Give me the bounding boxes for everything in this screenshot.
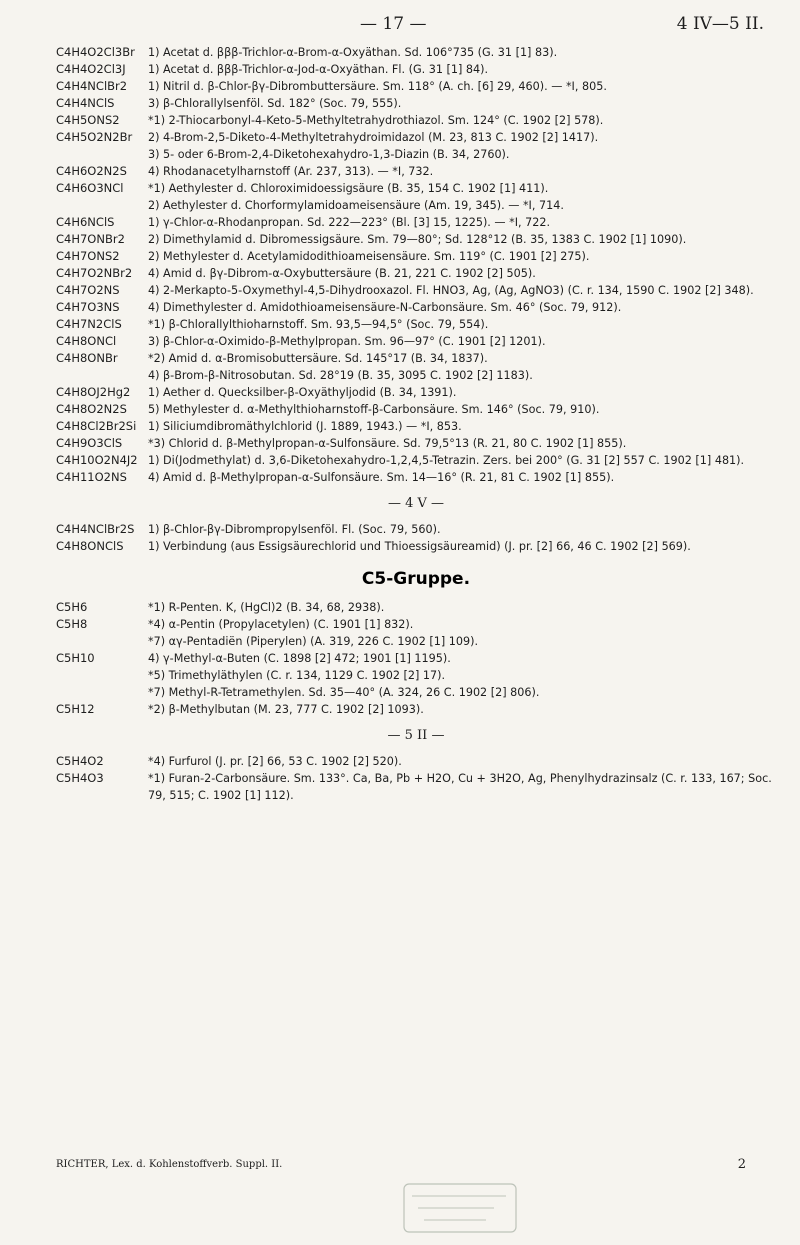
entry-row [56,616,776,650]
compound-description: *4) Furfurol (J. pr. [2] 66, 53 C. 1902 [2] 520). [148,755,402,768]
entry-row [56,418,776,435]
compound-description: 4) Amid d. β-Methylpropan-α-Sulfonsäure. Sm. 14—16° (R. 21, 81 C. 1902 [1] 855). [148,471,615,484]
entries-block-4iv [56,44,776,486]
formula: C4H8O2N2S [56,402,127,416]
formula: C4H6O2N2S [56,164,127,178]
compound-description: 4) Rhodanacetylharnstoff (Ar. 237, 313). — *I, 732. [148,165,434,178]
compound-description: 4) Dimethylester d. Amidothioameisensäure-N-Carbonsäure. Sm. 46° (Soc. 79, 912). [148,301,622,314]
compound-description: *1) 2-Thiocarbonyl-4-Keto-5-Methyltetrahydrothiazol. Sm. 124° (C. 1902 [2] 578). [148,114,604,127]
compound-description: 2) Dimethylamid d. Dibromessigsäure. Sm. 79—80°; Sd. 128°12 (B. 35, 1383 C. 1902 [1] 1090). [148,233,687,246]
compound-description: 1) Acetat d. βββ-Trichlor-α-Jod-α-Oxyäthan. Fl. (G. 31 [1] 84). [148,63,489,76]
entry-row [56,163,776,180]
entry-row [56,538,776,555]
compound-description: 3) β-Chlor-α-Oximido-β-Methylpropan. Sm. 96—97° (C. 1901 [2] 1201). [148,335,546,348]
formula: C4H7ONS2 [56,249,120,263]
formula: C4H6NClS [56,215,115,229]
footer-citation: RICHTER, Lex. d. Kohlenstoffverb. Suppl. II. [56,1159,283,1170]
entry-row [56,333,776,350]
page-number: — 17 — [360,14,427,34]
section-divider-4v: — 4 V — [387,496,445,511]
formula: C4H7O3NS [56,300,120,314]
formula: C4H9O3ClS [56,436,123,450]
compound-description: 4) γ-Methyl-α-Buten (C. 1898 [2] 472; 1901 [1] 1195). *5) Trimethyläthylen (C. r. 134, 1129 C. 1902 [2] 17). *7) Methyl-R-Tetramethylen. Sd. 35—40° (A. 324, 26 C. 1902 [2] 806). [148,652,540,699]
formula: C4H4NClBr2 [56,79,128,93]
entries-block-4v [56,521,776,555]
entry-row [56,129,776,163]
formula: C4H4NClBr2S [56,522,135,536]
formula: C4H6O3NCl [56,181,124,195]
formula: C4H10O2N4J2 [56,453,138,467]
entry-row [56,401,776,418]
compound-description: 5) Methylester d. α-Methylthioharnstoff-β-Carbonsäure. Sm. 146° (Soc. 79, 910). [148,403,600,416]
formula: C4H7N2ClS [56,317,122,331]
compound-description: 1) Aether d. Quecksilber-β-Oxyäthyljodid (B. 34, 1391). [148,386,457,399]
compound-description: 3) β-Chlorallylsenföl. Sd. 182° (Soc. 79, 555). [148,97,402,110]
compound-description: 2) 4-Brom-2,5-Diketo-4-Methyltetrahydroimidazol (M. 23, 813 C. 1902 [2] 1417). 3) 5- oder 6-Brom-2,4-Diketohexahydro-1,3-Diazin (B. 34, 2760). [148,131,599,161]
formula: C5H6 [56,600,88,614]
group-title: C5-Gruppe. [361,569,471,589]
formula: C4H8ONBr [56,351,118,365]
formula: C5H12 [56,702,95,716]
entries-container [56,44,776,804]
entry-row [56,282,776,299]
formula: C5H8 [56,617,88,631]
compound-description: 1) Nitril d. β-Chlor-βγ-Dibrombuttersäure. Sm. 118° (A. ch. [6] 29, 460). — *I, 805. [148,80,607,93]
formula: C4H7O2NS [56,283,120,297]
section-divider-5ii: — 5 II — [387,728,445,743]
entry-row [56,180,776,214]
formula: C5H4O2 [56,754,104,768]
entry-row [56,599,776,616]
entry-row [56,299,776,316]
formula: C4H4NClS [56,96,115,110]
formula: C4H8ONCl [56,334,117,348]
entries-block-5i [56,599,776,718]
formula: C4H7O2NBr2 [56,266,133,280]
formula: C4H4O2Cl3J [56,62,126,76]
entry-row [56,44,776,61]
entry-row [56,61,776,78]
entry-row [56,469,776,486]
page-header [0,14,800,38]
formula: C4H11O2NS [56,470,127,484]
entry-row [56,231,776,248]
compound-description: *1) β-Chlorallylthioharnstoff. Sm. 93,5—94,5° (Soc. 79, 554). [148,318,489,331]
entry-row [56,316,776,333]
entry-row [56,214,776,231]
compound-description: 1) Siliciumdibromäthylchlorid (J. 1889, 1943.) — *I, 853. [148,420,462,433]
entry-row [56,350,776,384]
formula: C4H8OJ2Hg2 [56,385,131,399]
compound-description: *3) Chlorid d. β-Methylpropan-α-Sulfonsäure. Sd. 79,5°13 (R. 21, 80 C. 1902 [1] 855). [148,437,627,450]
entry-row [56,650,776,701]
compound-description: 1) β-Chlor-βγ-Dibrompropylsenföl. Fl. (Soc. 79, 560). [148,523,441,536]
compound-description: 4) 2-Merkapto-5-Oxymethyl-4,5-Dihydrooxazol. Fl. HNO3, Ag, (Ag, AgNO3) (C. r. 134, 1590 C. 1902 [2] 348). [148,284,754,297]
formula: C4H8ONClS [56,539,124,553]
entry-row [56,521,776,538]
entry-row [56,770,776,804]
formula: C4H4O2Cl3Br [56,45,135,59]
compound-description: *1) Furan-2-Carbonsäure. Sm. 133°. Ca, Ba, Pb + H2O, Cu + 3H2O, Ag, Phenylhydrazinsalz (C. r. 133, 167; Soc. 79, 515; C. 1902 [1] 112). [148,772,776,802]
compound-description: *1) R-Penten. K, (HgCl)2 (B. 34, 68, 2938). [148,601,385,614]
formula: C5H10 [56,651,95,665]
formula: C4H5ONS2 [56,113,120,127]
compound-description: *2) β-Methylbutan (M. 23, 777 C. 1902 [2] 1093). [148,703,424,716]
entry-row [56,112,776,129]
entry-row [56,701,776,718]
compound-description: 2) Methylester d. Acetylamidodithioameisensäure. Sm. 119° (C. 1901 [2] 275). [148,250,590,263]
compound-description: 1) Verbindung (aus Essigsäurechlorid und Thioessigsäureamid) (J. pr. [2] 66, 46 C. 1902 [2] 569). [148,540,691,553]
section-range: 4 IV—5 II. [676,14,764,34]
compound-description: *4) α-Pentin (Propylacetylen) (C. 1901 [1] 832). *7) αγ-Pentadiën (Piperylen) (A. 319, 226 C. 1902 [1] 109). [148,618,479,648]
compound-description: 1) Di(Jodmethylat) d. 3,6-Diketohexahydro-1,2,4,5-Tetrazin. Zers. bei 200° (G. 31 [2] 557 C. 1902 [1] 481). [148,454,745,467]
footer-page-number: 2 [737,1157,746,1172]
entries-block-5ii [56,753,776,804]
compound-description: *1) Aethylester d. Chloroximidoessigsäure (B. 35, 154 C. 1902 [1] 411). 2) Aethylester d. Chorformylamidoameisensäure (Am. 19, 345). — *I, 714. [148,182,564,212]
compound-description: 1) γ-Chlor-α-Rhodanpropan. Sd. 222—223° (Bl. [3] 15, 1225). — *I, 722. [148,216,551,229]
compound-description: 1) Acetat d. βββ-Trichlor-α-Brom-α-Oxyäthan. Sd. 106°735 (G. 31 [1] 83). [148,46,558,59]
formula: C4H8Cl2Br2Si [56,419,137,433]
entry-row [56,248,776,265]
entry-row [56,384,776,401]
entry-row [56,95,776,112]
compound-description: *2) Amid d. α-Bromisobuttersäure. Sd. 145°17 (B. 34, 1837). 4) β-Brom-β-Nitrosobutan. Sd. 28°19 (B. 35, 3095 C. 1902 [2] 1183). [148,352,533,382]
entry-row [56,452,776,469]
compound-description: 4) Amid d. βγ-Dibrom-α-Oxybuttersäure (B. 21, 221 C. 1902 [2] 505). [148,267,536,280]
formula: C5H4O3 [56,771,104,785]
entry-row [56,78,776,95]
library-stamp [394,1180,524,1240]
entry-row [56,435,776,452]
entry-row [56,753,776,770]
page-footer [56,1158,746,1172]
formula: C4H7ONBr2 [56,232,125,246]
entry-row [56,265,776,282]
formula: C4H5O2N2Br [56,130,133,144]
